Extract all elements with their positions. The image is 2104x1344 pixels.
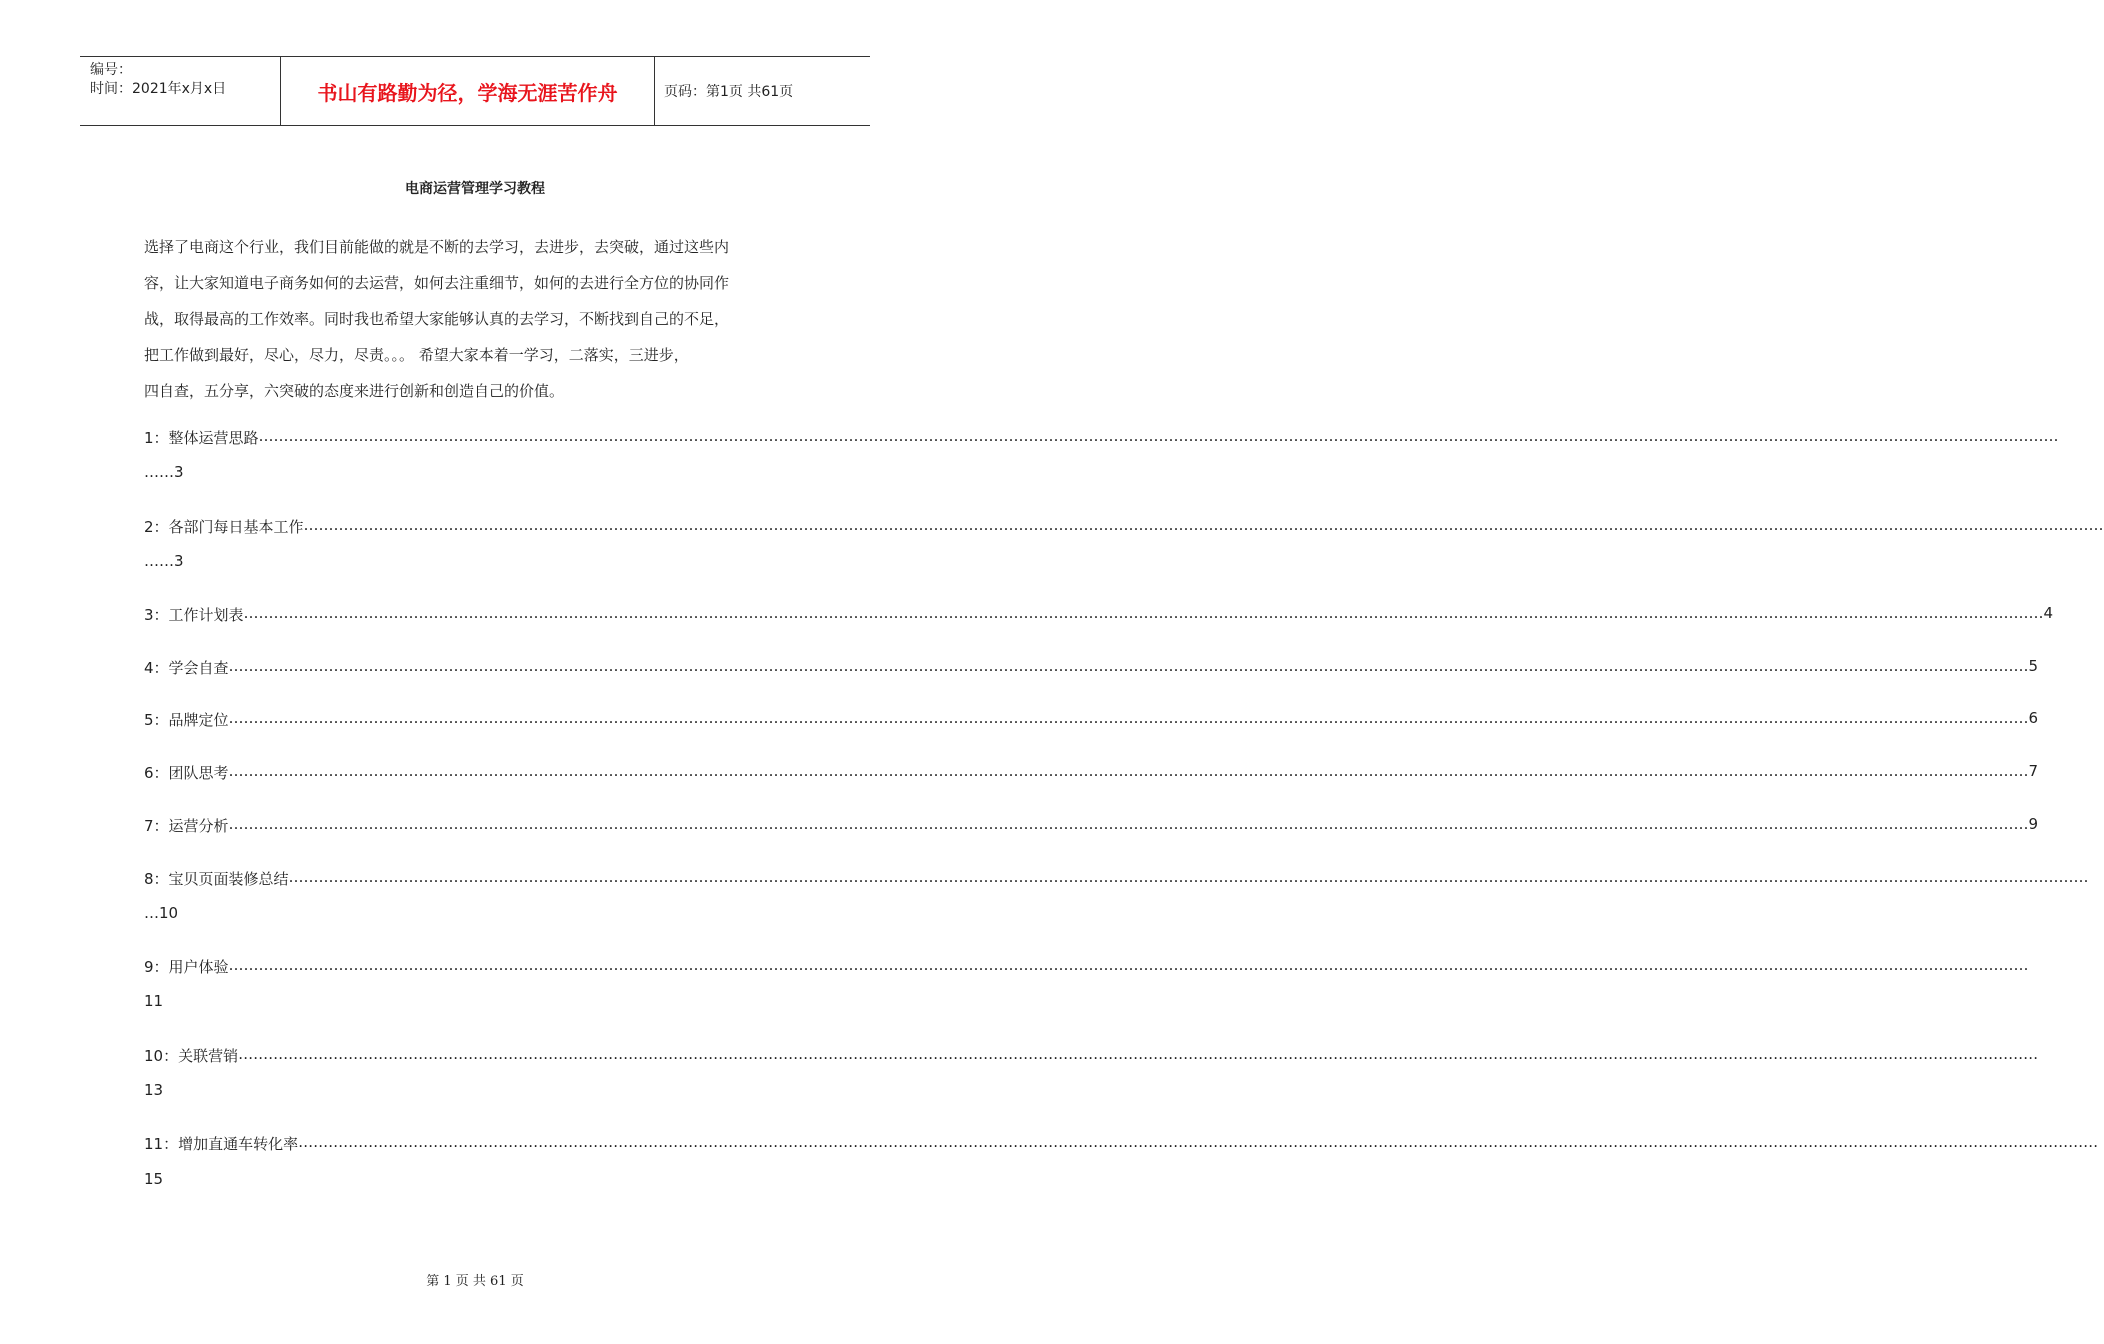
toc-entry-page: 4 — [2043, 604, 2054, 622]
document-number-label: 编号： — [90, 62, 132, 78]
intro-line: 把工作做到最好，尽心，尽力，尽责。。。 希望大家本着一学习，二落实，三进步， — [144, 346, 689, 364]
toc-entry-label: 8：宝贝页面装修总结 — [144, 870, 289, 888]
toc-entry-continuation: 13 — [144, 1081, 164, 1099]
toc-leader-dots: ……………………………………………………………………………………………………………………………………………………………………………………………………………………………………………………………………………………………………………………………… — [298, 1133, 2099, 1151]
toc-entry[interactable] — [144, 815, 2039, 836]
intro-line: 容，让大家知道电子商务如何的去运营，如何去注重细节，如何的去进行全方位的协同作 — [144, 274, 730, 292]
toc-leader-dots: ……………………………………………………………………………………………………………………………………………………………………………………………………………………………………………………………………………………………………………………………… — [288, 868, 2089, 886]
toc-entry-page: 5 — [2028, 657, 2039, 675]
toc-entry-label: 7：运营分析 — [144, 817, 229, 835]
toc-entry-label: 11：增加直通车转化率 — [144, 1135, 299, 1153]
header-motto: 书山有路勤为径，学海无涯苦作舟 — [281, 57, 655, 125]
toc-entry[interactable] — [144, 604, 2054, 625]
toc-entry-page: 9 — [2028, 815, 2039, 833]
toc-entry[interactable] — [144, 868, 2089, 889]
toc-entry-continuation: ……3 — [144, 552, 184, 570]
header-meta — [80, 57, 281, 125]
intro-line: 四自查，五分享，六突破的态度来进行创新和创造自己的价值。 — [144, 382, 565, 400]
document-title: 电商运营管理学习教程 — [405, 181, 545, 197]
toc-entry-page: 6 — [2028, 709, 2039, 727]
header-page-info: 页码：第1页 共61页 — [664, 84, 794, 100]
toc-entry-label: 1：整体运营思路 — [144, 429, 259, 447]
toc-entry[interactable] — [144, 956, 2029, 977]
document-date: 时间：2021年x月x日 — [90, 81, 227, 97]
toc-entry-label: 3：工作计划表 — [144, 606, 244, 624]
toc-entry-continuation: 11 — [144, 992, 164, 1010]
intro-line: 战，取得最高的工作效率。同时我也希望大家能够认真的去学习，不断找到自己的不足， — [144, 310, 730, 328]
toc-leader-dots: ……………………………………………………………………………………………………………………………………………………………………………………………………………………………………………………………………………………………………………………………… — [228, 709, 2029, 727]
toc-entry[interactable] — [144, 516, 2104, 537]
toc-entry-label: 9：用户体验 — [144, 958, 229, 976]
toc-entry[interactable] — [144, 709, 2039, 730]
toc-entry-label: 4：学会自查 — [144, 659, 229, 677]
page-footer: 第 1 页 共 61 页 — [426, 1274, 524, 1289]
page-header — [80, 56, 870, 126]
toc-entry[interactable] — [144, 1045, 2039, 1066]
toc-entry[interactable] — [144, 762, 2039, 783]
toc-entry-label: 2：各部门每日基本工作 — [144, 518, 304, 536]
toc-leader-dots: ……………………………………………………………………………………………………………………………………………………………………………………………………………………………………………………………………………………………………………………………… — [238, 1045, 2039, 1063]
toc-entry[interactable] — [144, 657, 2039, 678]
toc-entry-label: 10：关联营销 — [144, 1047, 239, 1065]
toc-leader-dots: ……………………………………………………………………………………………………………………………………………………………………………………………………………………………………………………………………………………………………………………………… — [243, 604, 2044, 622]
toc-entry-page: 7 — [2028, 762, 2039, 780]
toc-entry-continuation: 15 — [144, 1170, 164, 1188]
toc-leader-dots: ……………………………………………………………………………………………………………………………………………………………………………………………………………………………………………………………………………………………………………………………… — [228, 762, 2029, 780]
toc-leader-dots: ……………………………………………………………………………………………………………………………………………………………………………………………………………………………………………………………………………………………………………………………… — [258, 427, 2059, 445]
toc-entry[interactable] — [144, 427, 2059, 448]
intro-line: 选择了电商这个行业，我们目前能做的就是不断的去学习，去进步，去突破，通过这些内 — [144, 238, 730, 256]
toc-entry[interactable] — [144, 1133, 2099, 1154]
intro-paragraph — [144, 229, 804, 409]
toc-leader-dots: ……………………………………………………………………………………………………………………………………………………………………………………………………………………………………………………………………………………………………………………………… — [228, 657, 2029, 675]
toc-leader-dots: ……………………………………………………………………………………………………………………………………………………………………………………………………………………………………………………………………………………………………………………………… — [228, 815, 2029, 833]
toc-leader-dots: ……………………………………………………………………………………………………………………………………………………………………………………………………………………………………………………………………………………………………………………………… — [228, 956, 2029, 974]
toc-entry-continuation: ……3 — [144, 463, 184, 481]
toc-entry-continuation: …10 — [144, 904, 179, 922]
toc-leader-dots: ……………………………………………………………………………………………………………………………………………………………………………………………………………………………………………………………………………………………………………………………… — [303, 516, 2104, 534]
toc-entry-label: 5：品牌定位 — [144, 711, 229, 729]
toc-entry-label: 6：团队思考 — [144, 764, 229, 782]
